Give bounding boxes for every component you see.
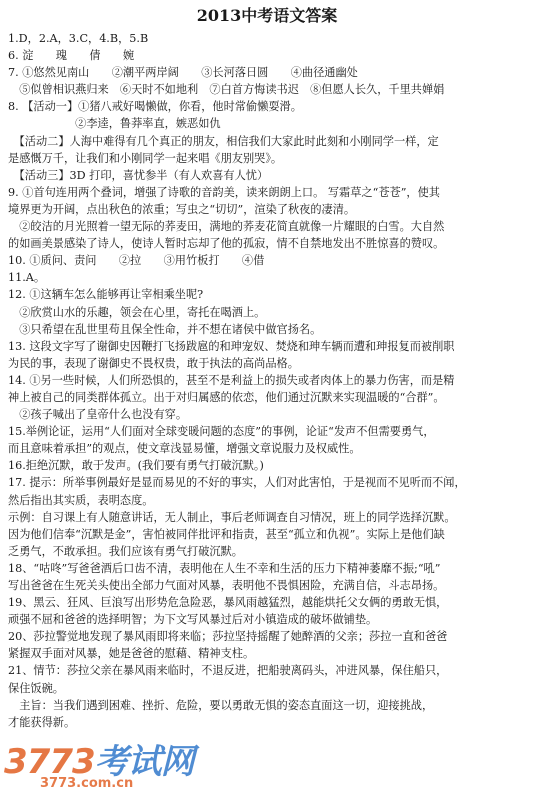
answer-line: 才能获得新。	[8, 715, 76, 729]
answer-line: ②李逵，鲁莽率直，嫉恶如仇	[8, 117, 221, 131]
answer-line: 15.举例论证，运用“人们面对全球变暖问题的态度”的事例，论证“发声不但需要勇气，	[8, 425, 435, 439]
answer-line: 紧握双手面对风暴，她是爸爸的慰藉、精神支柱。	[8, 647, 255, 661]
answer-line: 6. 淀 瑰 倩 婉	[8, 49, 135, 63]
answer-line: 然后指出其实质，表明态度。	[8, 493, 154, 507]
answer-line: 【活动三】3D 打印，喜忧参半（有人欢喜有人忧）	[8, 168, 269, 182]
answer-line: 主旨：当我们遇到困难、挫折、危险，要以勇敢无惧的姿态直面这一切，迎接挑战，	[8, 698, 434, 712]
answer-line: 而且意味着承担”的观点，使文章浅显易懂，增强文章说服力及权威性。	[8, 442, 361, 456]
answer-line: 境界更为开阔，点出秋色的浓重；写虫之“切切”，渲染了秋夜的凄清。	[8, 202, 356, 216]
answer-line: 17. 提示：所举事例最好是显而易见的不好的事实，人们对此害怕，于是视而不见听而不闻，	[8, 476, 466, 490]
answer-line: 16.拒绝沉默，敢于发声。(我们要有勇气打破沉默。)	[8, 459, 264, 473]
watermark-logo: 3773考试网	[4, 742, 194, 782]
page-title: 2013中考语文答案	[196, 6, 338, 25]
answer-line: 14. ①另一些时候，人们所恐惧的，甚至不是利益上的损失或者肉体上的暴力伤害，而是精	[8, 373, 455, 387]
answer-line: 19、黑云、狂风、巨浪写出形势危急险恶，暴风雨越猛烈，越能烘托父女俩的勇敢无惧，	[8, 596, 448, 610]
answer-line: 9. ①首句连用两个叠词，增强了诗歌的音韵美，读来朗朗上口。 写霜草之“苍苍”，使其	[8, 185, 440, 199]
answer-line: ②皎洁的月光照着一望无际的荞麦田，满地的荞麦花简直就像一片耀眼的白雪。大自然	[8, 220, 445, 234]
answer-line: 8. 【活动一】①猪八戒好喝懒做，你看，他时常偷懒耍滑。	[8, 100, 302, 114]
answer-line: 写出爸爸在生死关头使出全部力气面对风暴，表明他不畏惧困险，充满自信，斗志昂扬。	[8, 579, 445, 592]
answer-line: ②孩子喊出了皇帝什么也没有穿。	[8, 408, 188, 422]
answer-line: 7. ①悠然见南山 ②潮平两岸阔 ③长河落日圆 ④曲径通幽处	[8, 66, 358, 80]
answer-line: 【活动二】人海中难得有几个真正的朋友，相信我们大家此时此刻和小刚同学一样，定	[8, 134, 439, 148]
answer-line: 20、莎拉警觉地发现了暴风雨即将来临；莎拉坚持摇醒了她醉酒的父亲；莎拉一直和爸爸	[8, 630, 448, 644]
answer-line: 因为他们信奉“沉默是金”，害怕被同伴批评和指责，甚至“孤立和仇视”。实际上是他们缺	[8, 527, 445, 541]
answer-line: 神上被自己的同类群体孤立。出于对归属感的依恋，他们通过沉默来实现温暖的“合群”。	[8, 390, 445, 404]
answer-line: 11.A。	[8, 271, 46, 285]
answer-line: 示例：自习课上有人随意讲话，无人制止，事后老师调查自习情况，班上的同学选择沉默。	[8, 510, 456, 524]
answer-line: 10. ①质问、责问 ②拉 ③用竹板打 ④借	[8, 254, 265, 268]
answer-line: 顽强不屈和爸爸的选择明智；为下文写风暴过后对小镇造成的破坏做铺垫。	[8, 613, 378, 627]
answer-line: 的如画美景感染了诗人，使诗人暂时忘却了他的孤寂，情不自禁地发出不胜惊喜的赞叹。	[8, 237, 445, 251]
answer-line: 21、情节：莎拉父亲在暴风雨来临时，不退反进，把船驶离码头，冲进风暴，保住船只，	[8, 664, 448, 678]
answer-body	[8, 30, 526, 731]
answer-line: 12. ①这辆车怎么能够再让宰相乘坐呢?	[8, 288, 204, 302]
watermark-url: 3773.com.cn	[40, 776, 134, 791]
answer-line: 为民的事，表现了谢御史不畏权贵，敢于执法的高尚品格。	[8, 356, 299, 370]
answer-line: ③只希望在乱世里苟且保全性命，并不想在诸侯中做官扬名。	[8, 322, 322, 336]
answer-line: 保住饭碗。	[8, 681, 64, 695]
answer-line: ⑤似曾相识燕归来 ⑥天时不如地利 ⑦白首方悔读书迟 ⑧但愿人长久，千里共婵娟	[8, 83, 445, 97]
answer-line: 13. 这段文字写了谢御史因鞭打飞扬跋扈的和珅宠奴、焚烧和珅车辆而遭和珅报复而被削职	[8, 339, 455, 353]
answer-line: 18、“咕咚”写爸爸酒后口齿不清，表明他在人生不幸和生活的压力下精神萎靡不振;“吼”	[8, 561, 441, 575]
answer-line: 乏勇气，不敢承担。我们应该有勇气打破沉默。	[8, 544, 243, 558]
answer-line: 1.D，2.A，3.C，4.B，5.B	[8, 32, 149, 45]
answer-line: ②欣赏山水的乐趣，领会在心里，寄托在喝酒上。	[8, 305, 266, 319]
answer-line: 是感慨万千，让我们和小刚同学一起来唱《朋友别哭》。	[8, 151, 283, 165]
